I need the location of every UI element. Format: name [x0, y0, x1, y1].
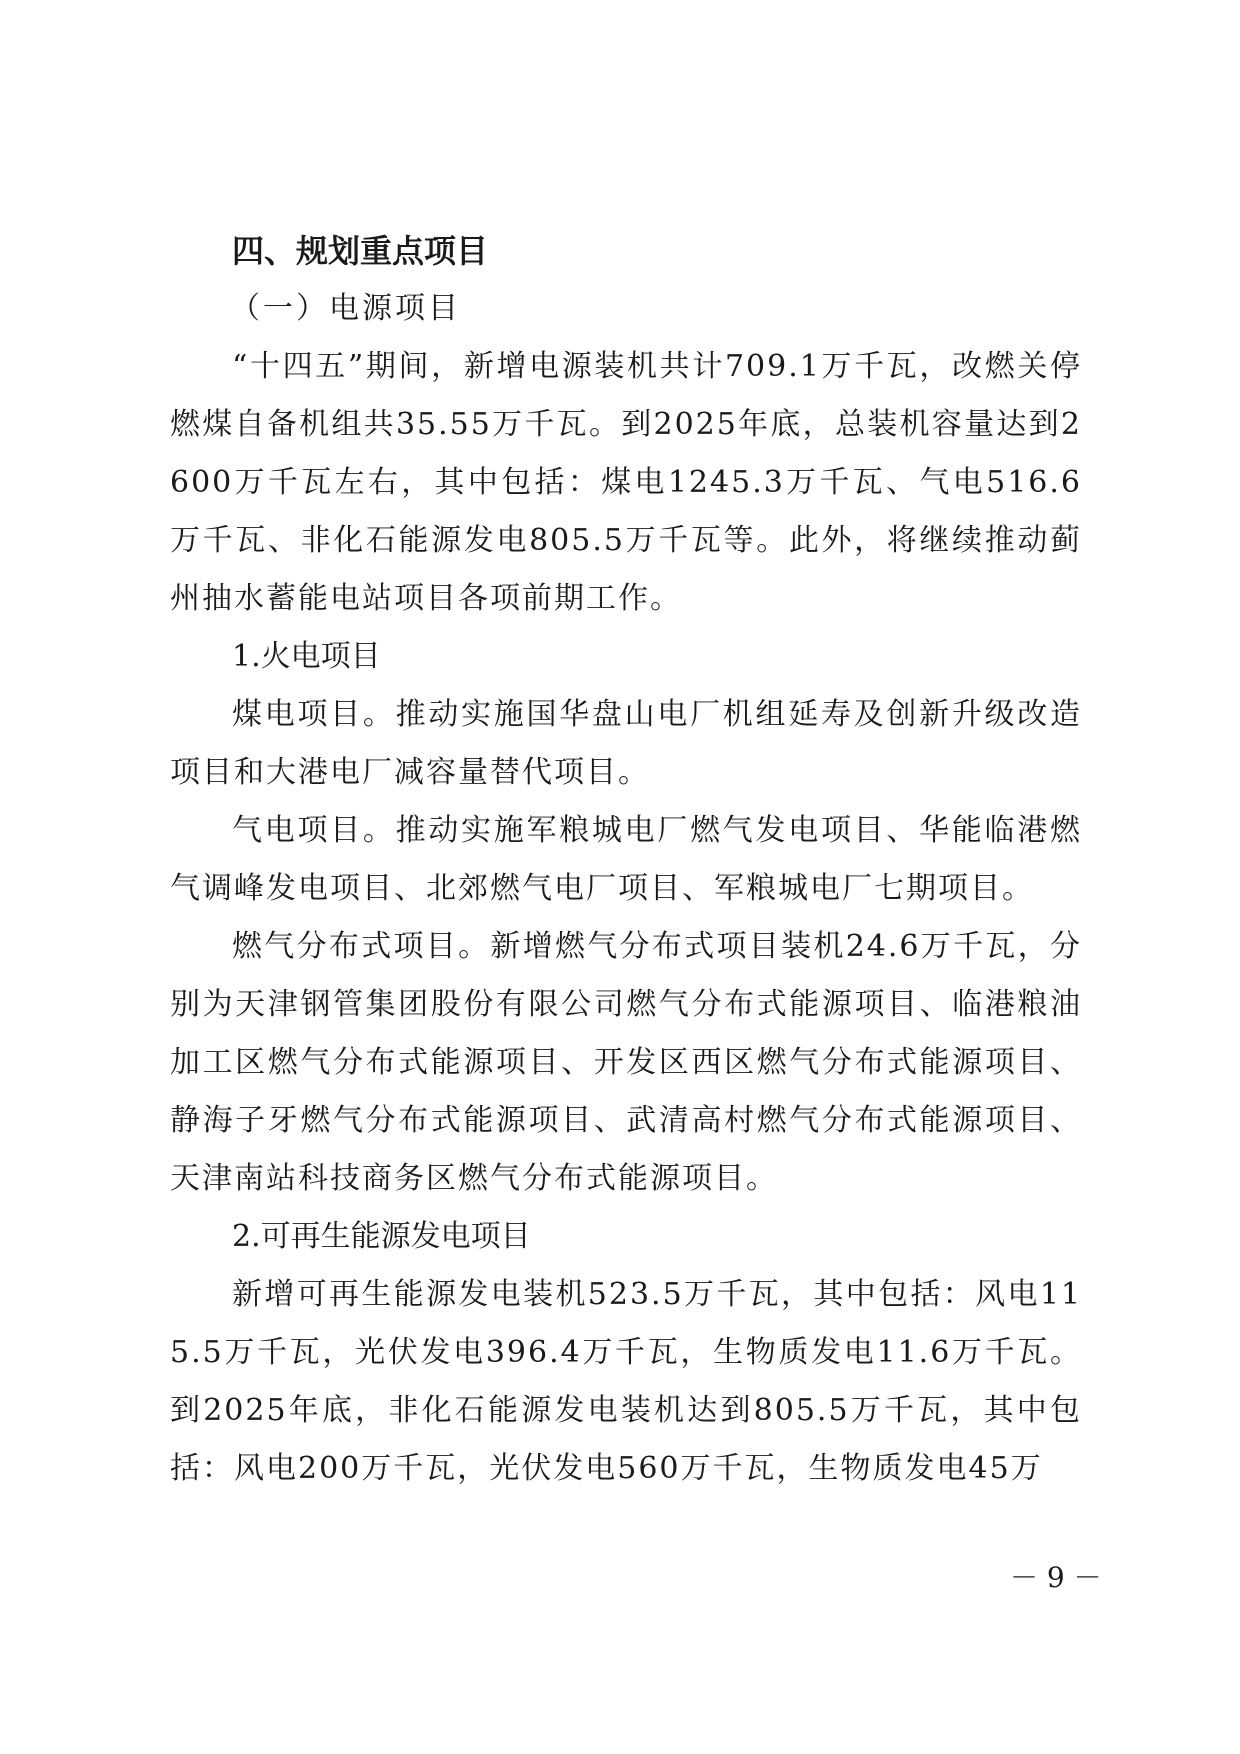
- item-title-thermal: 1.火电项目: [232, 639, 381, 674]
- paragraph-distributed: 燃气分布式项目。新增燃气分布式项目装机24.6万千瓦，分别为天津钢管集团股份有限公司燃气分布式能源项目、临港粮油加工区燃气分布式能源项目、开发区西区燃气分布式能源项目、静海子牙燃气分布式能源项目、武清高村燃气分布式能源项目、天津南站科技商务区燃气分布式能源项目。: [170, 929, 1082, 1196]
- paragraph-intro: “十四五”期间，新增电源装机共计709.1万千瓦，改燃关停燃煤自备机组共35.55万千瓦。到2025年底，总装机容量达到2600万千瓦左右，其中包括：煤电1245.3万千瓦、气电516.6万千瓦、非化石能源发电805.5万千瓦等。此外，将继续推动蓟州抽水蓄能电站项目各项前期工作。: [170, 349, 1082, 616]
- paragraph-coal: 煤电项目。推动实施国华盘山电厂机组延寿及创新升级改造项目和大港电厂减容量替代项目。: [170, 697, 1082, 790]
- page-number: － 9 －: [1010, 1561, 1102, 1594]
- item-title-renewable: 2.可再生能源发电项目: [232, 1219, 531, 1254]
- page-content: [170, 222, 1082, 1498]
- subsection-title: （一）电源项目: [230, 291, 461, 326]
- section-title: 四、规划重点项目: [232, 232, 489, 270]
- paragraph-gas: 气电项目。推动实施军粮城电厂燃气发电项目、华能临港燃气调峰发电项目、北郊燃气电厂项目、军粮城电厂七期项目。: [170, 813, 1082, 906]
- paragraph-renewable: 新增可再生能源发电装机523.5万千瓦，其中包括：风电115.5万千瓦，光伏发电396.4万千瓦，生物质发电11.6万千瓦。到2025年底，非化石能源发电装机达到805.5万千瓦，其中包括：风电200万千瓦，光伏发电560万千瓦，生物质发电45万: [170, 1277, 1082, 1486]
